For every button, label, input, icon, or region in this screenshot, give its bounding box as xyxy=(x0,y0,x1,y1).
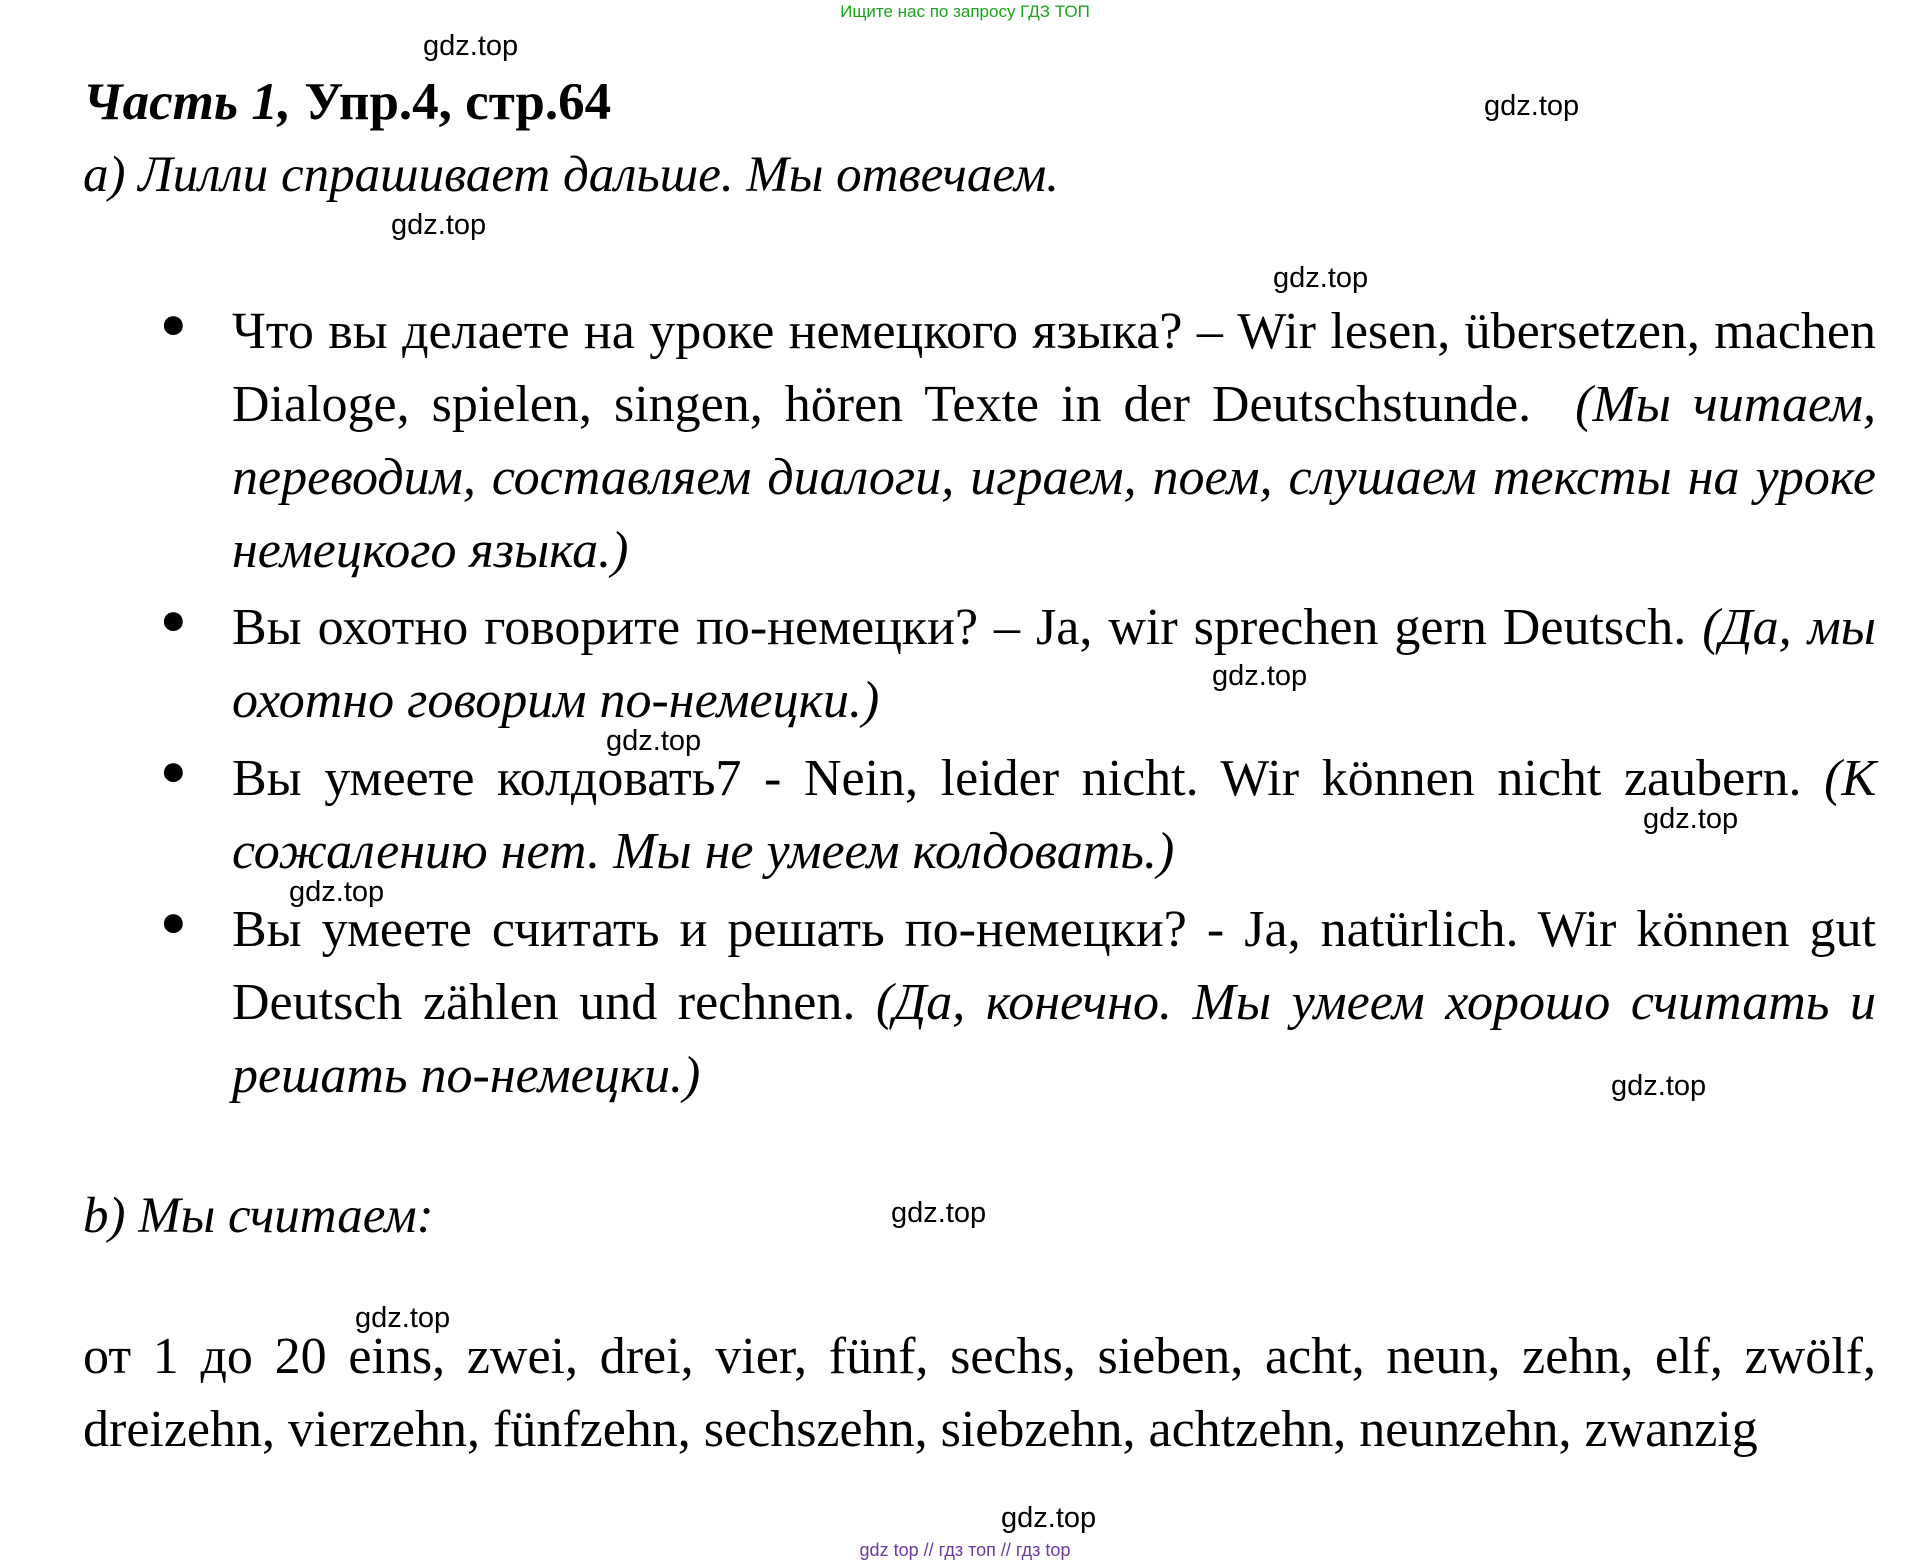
item-answer: Вы умеете считать и решать по-немецки? - Ja, natürlich. Wir können gut Deutsch zählen und rechnen. xyxy=(232,901,1876,1031)
bullet-icon: ● xyxy=(160,595,187,644)
item-answer: Вы умеете колдовать7 - Nein, leider nicht. Wir können nicht zaubern. xyxy=(232,750,1802,807)
page-title xyxy=(83,72,611,132)
section-a-heading: a) Лилли спрашивает дальше. Мы отвечаем. xyxy=(83,147,1060,203)
numbers-paragraph: от 1 до 20 eins, zwei, drei, vier, fünf, sechs, sieben, acht, neun, zehn, elf, zwölf, dreizehn, vierzehn, fünfzehn, sechszehn, siebzehn, achtzehn, neunzehn, zwanzig xyxy=(83,1328,1876,1458)
footer-links: gdz top // гдз топ // гдз top xyxy=(859,1540,1071,1560)
bullet-icon: ● xyxy=(160,746,187,795)
item-answer: Вы охотно говорите по-немецки? – Ja, wir sprechen gern Deutsch. xyxy=(232,599,1687,656)
watermark: gdz.top xyxy=(391,209,487,241)
watermark: gdz.top xyxy=(606,725,702,757)
list-item xyxy=(232,591,1876,737)
list-item xyxy=(232,893,1876,1112)
watermark: gdz.top xyxy=(289,876,385,908)
title-rest: Упр.4, стр.64 xyxy=(291,73,612,131)
watermark: gdz.top xyxy=(423,30,519,62)
watermark: gdz.top xyxy=(1212,660,1308,692)
watermark: gdz.top xyxy=(1001,1502,1097,1534)
watermark: gdz.top xyxy=(891,1197,987,1229)
watermark: gdz.top xyxy=(1611,1070,1707,1102)
title-part: Часть 1, xyxy=(83,73,292,131)
item-translation: (Да, конечно. Мы умеем хорошо считать и решать по-немецки.) xyxy=(232,974,1876,1104)
item-translation: (Да, мы охотно говорим по-немецки.) xyxy=(232,599,1877,729)
item-answer: Что вы делаете на уроке немецкого языка? – Wir lesen, übersetzen, machen Dialoge, spielen, singen, hören Texte in der Deutschstunde. xyxy=(232,303,1876,433)
bullet-icon: ● xyxy=(160,299,187,348)
top-banner: Ищите нас по запросу ГДЗ ТОП xyxy=(840,2,1090,21)
bullet-icon: ● xyxy=(160,897,187,946)
watermark: gdz.top xyxy=(1643,803,1739,835)
watermark: gdz.top xyxy=(355,1302,451,1334)
watermark: gdz.top xyxy=(1484,90,1580,122)
list-item xyxy=(232,742,1876,888)
list-item xyxy=(232,295,1876,587)
watermark: gdz.top xyxy=(1273,262,1369,294)
section-b-heading: b) Мы считаем: xyxy=(83,1188,434,1244)
item-translation: (К сожалению нет. Мы не умеем колдовать.) xyxy=(232,750,1877,880)
item-translation: (Мы читаем, переводим, составляем диалоги, играем, поем, слушаем тексты на уроке немецкого языка.) xyxy=(232,376,1876,579)
